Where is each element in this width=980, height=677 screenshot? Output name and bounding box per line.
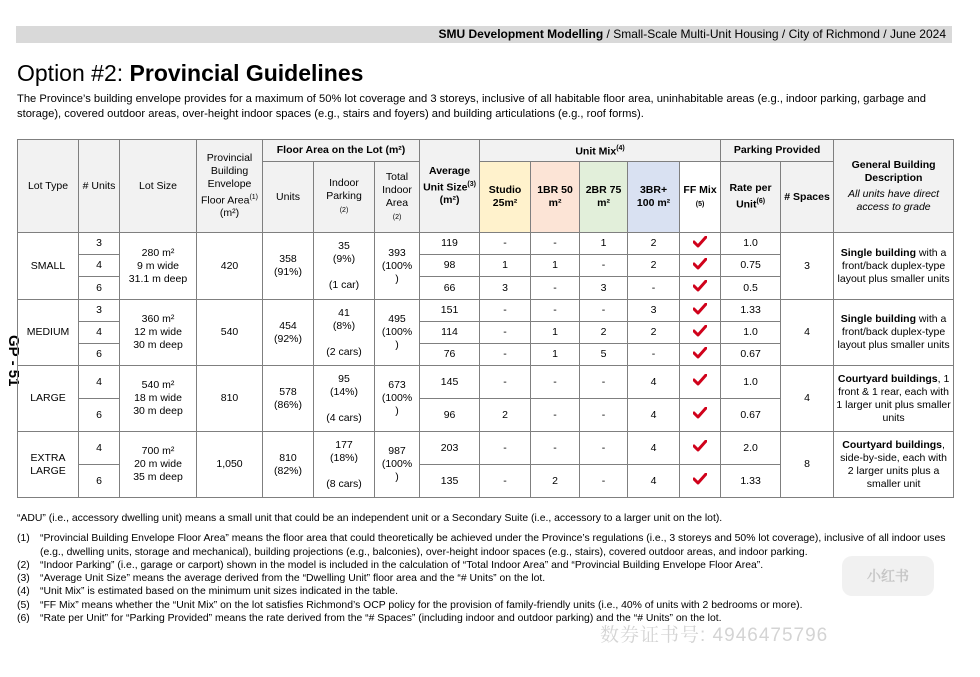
units-count: 4 [79,432,120,465]
envelope-area: 420 [197,233,263,300]
table-body [18,233,954,498]
footnote-text: “Indoor Parking” (i.e., garage or carport) shown in the model is included in the calculation of “Total Indoor Area” and “Provincial Building Envelope Floor Area”. [40,559,764,571]
avg-unit-size: 151 [420,300,480,322]
fa-total-close: ) [395,272,399,285]
mix-2br: - [580,366,628,399]
header-envelope-label: Provincial Building Envelope Floor Area [200,151,253,207]
lot-area: 280 m² [141,246,175,259]
units-count: 4 [79,255,120,277]
table-row [18,432,954,465]
check-icon [693,473,707,485]
ff-mix [680,300,721,322]
header-fa-units: Units [263,162,314,233]
header-avg-size-sup: (3) [467,180,476,188]
envelope-area: 1,050 [197,432,263,498]
footnote-text: “Rate per Unit” for “Parking Provided” means the rate derived from the “# Spaces” (including indoor and outdoor parking) and the “# Units” on the lot. [40,613,722,625]
mix-1br: - [531,366,580,399]
rate-per-unit: 0.67 [721,344,781,366]
header-avg-size [420,140,480,233]
building-description [834,300,954,366]
header-spaces: # Spaces [781,162,834,233]
footnote-number: (5) [17,599,30,611]
mix-1br: - [531,300,580,322]
mix-studio: 2 [480,399,531,432]
mix-1br: - [531,432,580,465]
building-description [834,366,954,432]
mix-2br: - [580,399,628,432]
units-count: 6 [79,465,120,498]
lot-type: MEDIUM [18,300,79,366]
header-units: # Units [79,140,120,233]
mix-3br: 4 [628,432,680,465]
header-rate [721,162,781,233]
fa-parking [314,300,375,366]
header-avg-size-label: Average Unit Size [423,164,471,194]
header-ff-label: FF Mix [683,183,717,196]
table-row [18,366,954,399]
footnote-number: (1) [17,533,30,545]
mix-2br: 3 [580,277,628,300]
check-icon [693,347,707,359]
rate-per-unit: 0.67 [721,399,781,432]
header-envelope [197,140,263,233]
fa-total-value: 495 [388,313,406,325]
mix-1br: 1 [531,322,580,344]
header-3br: 3BR+ 100 m² [628,162,680,233]
building-description [834,233,954,300]
units-count: 6 [79,344,120,366]
mix-1br: 2 [531,465,580,498]
mix-studio: - [480,233,531,255]
fa-units-pct: (92%) [273,332,302,345]
rate-per-unit: 0.5 [721,277,781,300]
fa-total-pct: (100% [381,259,413,272]
lot-area: 360 m² [141,313,175,325]
watermark-text: 数券证书号: 4946475796 [600,625,829,646]
mix-3br: - [628,344,680,366]
footnote-number: (6) [17,613,30,625]
header-fa-total [375,162,420,233]
mix-studio: 3 [480,277,531,300]
header-fa-parking [314,162,375,233]
header-bold: SMU Development Modelling [438,27,604,41]
fa-total-pct: (100% [381,392,413,404]
mix-3br: 2 [628,255,680,277]
intro-paragraph: The Province’s building envelope provides for a maximum of 50% lot coverage and 3 storeys, inclusive of all habitable floor area, uninhabitable areas (e.g., indoor parking, garbage and storage), covered outdoor areas, over-height indoor spaces (e.g., stairs and foyers) and building articulations (e.g., roof forms). [17,93,927,120]
mix-studio: - [480,366,531,399]
mix-studio: - [480,465,531,498]
lot-type: EXTRA LARGE [18,432,79,498]
table-row [18,233,954,255]
description-bold: Single building [840,313,917,325]
fa-units-pct: (82%) [273,464,302,477]
header-floor-area-group: Floor Area on the Lot (m²) [263,140,420,162]
avg-unit-size: 114 [420,322,480,344]
fa-units [263,233,314,300]
mix-3br: 3 [628,300,680,322]
description-rest: , side-by-side, each with 2 larger units plus a smaller unit [840,438,947,490]
fa-total-close: ) [395,471,399,483]
lot-deep: 35 m deep [133,471,183,483]
lot-size [120,233,197,300]
fa-units-pct: (91%) [273,266,302,278]
side-page-label: GP - 51 [5,335,22,387]
mix-3br: 4 [628,399,680,432]
fa-parking [314,432,375,498]
fa-total [375,233,420,300]
lot-type: SMALL [18,233,79,300]
mix-1br: 1 [531,344,580,366]
footnote-number: (2) [17,559,30,571]
ff-mix [680,344,721,366]
rate-per-unit: 1.0 [721,233,781,255]
fa-parking [314,233,375,300]
mix-2br: - [580,300,628,322]
lot-area: 540 m² [141,379,175,391]
description-rest: with a front/back duplex-type layout plus smaller units [837,246,950,285]
ff-mix [680,432,721,465]
fa-parking-value: 95 [338,372,350,385]
description-bold: Single building [840,246,917,259]
rate-per-unit: 2.0 [721,432,781,465]
mix-3br: 4 [628,465,680,498]
header-envelope-sup: (1) [249,193,258,201]
fa-total-close: ) [395,405,399,417]
header-fa-parking-label: Indoor Parking [326,177,362,202]
header-envelope-unit: (m²) [219,207,240,220]
header-rate-sup: (6) [756,198,766,206]
footnote-item [17,532,957,559]
rate-per-unit: 1.33 [721,465,781,498]
check-icon [693,374,707,386]
lot-size [120,432,197,498]
ff-mix [680,465,721,498]
check-icon [693,325,707,337]
footnote-number: (4) [17,586,30,598]
header-2br: 2BR 75 m² [580,162,628,233]
mix-3br: 2 [628,233,680,255]
lot-wide: 18 m wide [134,392,182,404]
avg-unit-size: 98 [420,255,480,277]
avg-unit-size: 135 [420,465,480,498]
footnote-item [17,559,957,572]
fa-total [375,366,420,432]
header-fa-total-label: Total Indoor Area [382,170,412,209]
check-icon [693,258,707,270]
avg-unit-size: 76 [420,344,480,366]
mix-1br: - [531,277,580,300]
lot-wide: 20 m wide [134,458,182,470]
footnote-item [17,599,957,612]
lot-wide: 9 m wide [136,259,179,272]
fa-units [263,300,314,366]
fa-units-value: 358 [279,253,297,265]
fa-parking-value: 177 [335,438,353,451]
fa-total-pct: (100% [381,458,413,470]
header-ff-mix [680,162,721,233]
units-count: 4 [79,366,120,399]
mix-studio: 1 [480,255,531,277]
fa-parking-pct: (9%) [332,253,356,265]
fa-parking-cars: (1 car) [328,279,360,291]
fa-parking-cars: (8 cars) [326,477,362,490]
mix-studio: - [480,344,531,366]
units-count: 6 [79,399,120,432]
mix-studio: - [480,300,531,322]
header-lot-size: Lot Size [120,140,197,233]
description-bold: Courtyard buildings [842,438,942,451]
rate-per-unit: 1.0 [721,322,781,344]
check-icon [693,440,707,452]
lot-wide: 12 m wide [134,326,182,338]
footnote-text: “Unit Mix” is estimated based on the minimum unit sizes indicated in the table. [40,586,399,598]
parking-spaces: 3 [781,233,834,300]
lot-deep: 30 m deep [133,405,183,417]
lot-deep: 30 m deep [133,339,183,351]
envelope-area: 540 [197,300,263,366]
lot-deep: 31.1 m deep [128,272,188,285]
units-count: 3 [79,300,120,322]
fa-units-value: 578 [279,385,297,398]
page-title [17,60,363,87]
header-parking-group: Parking Provided [721,140,834,162]
table-row [18,300,954,322]
mix-2br: 2 [580,322,628,344]
header-1br: 1BR 50 m² [531,162,580,233]
fa-units [263,366,314,432]
mix-3br: - [628,277,680,300]
header-fa-parking-sup: (2) [339,207,349,214]
fa-units-value: 454 [279,319,297,332]
footnote-item [17,585,957,598]
ff-mix [680,233,721,255]
fa-parking-pct: (8%) [332,319,356,332]
avg-unit-size: 66 [420,277,480,300]
avg-unit-size: 203 [420,432,480,465]
header-unit-mix-sup: (4) [616,145,625,153]
avg-unit-size: 145 [420,366,480,399]
header-general [834,140,954,233]
avg-unit-size: 96 [420,399,480,432]
units-count: 3 [79,233,120,255]
footnote-text: “FF Mix” means whether the “Unit Mix” on the lot satisfies Richmond’s OCP policy for the provision of family-friendly units (i.e., 40% of units with 2 bedrooms or more). [40,599,803,611]
parking-spaces: 4 [781,366,834,432]
building-description [834,432,954,498]
header-fa-total-sup: (2) [392,213,402,221]
mix-2br: - [580,465,628,498]
fa-total [375,300,420,366]
title-bold: Provincial Guidelines [129,60,364,86]
fa-total-close: ) [395,339,399,351]
rate-per-unit: 0.75 [721,255,781,277]
fa-parking-pct: (14%) [329,385,358,398]
mix-1br: - [531,399,580,432]
header-studio: Studio 25m² [480,162,531,233]
fa-parking-value: 35 [338,240,350,252]
header-unit-mix-label: Unit Mix [575,145,617,158]
description-rest: , 1 front & 1 rear, each with 1 larger unit plus smaller units [836,372,951,424]
check-icon [693,236,707,248]
fa-total-pct: (100% [381,326,413,338]
check-icon [693,280,707,292]
mix-2br: 1 [580,233,628,255]
footnote-item [17,572,957,585]
ff-mix [680,255,721,277]
units-count: 4 [79,322,120,344]
ff-mix [680,366,721,399]
fa-parking-value: 41 [338,306,350,319]
header-rest: / Small-Scale Multi-Unit Housing / City of Richmond / June 2024 [603,27,946,41]
fa-units-value: 810 [279,451,297,464]
envelope-area: 810 [197,366,263,432]
check-icon [693,303,707,315]
watermark-logo: 小红书 [842,556,934,596]
ff-mix [680,277,721,300]
footnote-text: “Average Unit Size” means the average derived from the “Dwelling Unit” floor area and the “# Units” on the lot. [40,573,546,585]
fa-total-value: 673 [388,379,406,391]
units-count: 6 [79,277,120,300]
rate-per-unit: 1.0 [721,366,781,399]
parking-spaces: 4 [781,300,834,366]
fa-units-pct: (86%) [273,398,302,411]
fa-total [375,432,420,498]
adu-note: “ADU” (i.e., accessory dwelling unit) means a small unit that could be an independent unit or a Secondary Suite (i.e., accessory to a larger unit on the lot). [17,513,723,524]
header-ff-sup: (5) [695,200,705,208]
document-header [16,26,952,43]
description-rest: with a front/back duplex-type layout plus smaller units [837,313,950,351]
fa-parking [314,366,375,432]
check-icon [693,407,707,419]
header-avg-size-unit: (m²) [439,194,460,207]
header-general-label: General Building Description [851,158,936,184]
rate-per-unit: 1.33 [721,300,781,322]
mix-3br: 2 [628,322,680,344]
fa-parking-cars: (4 cars) [326,411,362,424]
title-prefix: Option #2: [17,60,130,86]
lot-size [120,300,197,366]
mix-1br: - [531,233,580,255]
mix-2br: 5 [580,344,628,366]
mix-2br: - [580,432,628,465]
footnote-text: “Provincial Building Envelope Floor Area” means the floor area that could theoretically be achieved under the Province’s regulations (i.e., 3 storeys and 50% lot coverage), inclusive of all indoor uses (e.g., dwelling units, storage and mechanical), building projections (e.g., balconies), over-height indoor spaces (e.g., stairs), covered outdoor areas, and indoor parking. [40,533,946,558]
lot-area: 700 m² [141,445,175,457]
description-bold: Courtyard buildings [837,372,938,385]
fa-parking-cars: (2 cars) [326,345,362,358]
footnotes [17,512,957,625]
avg-unit-size: 119 [420,233,480,255]
header-rate-label: Rate per Unit [729,182,772,211]
fa-parking-pct: (18%) [329,451,358,464]
parking-spaces: 8 [781,432,834,498]
header-general-note: All units have direct access to grade [848,187,940,213]
fa-total-value: 987 [388,445,406,457]
mix-studio: - [480,322,531,344]
lot-type: LARGE [18,366,79,432]
footnote-number: (3) [17,573,30,585]
mix-2br: - [580,255,628,277]
mix-3br: 4 [628,366,680,399]
fa-total-value: 393 [388,246,406,259]
mix-1br: 1 [531,255,580,277]
ff-mix [680,322,721,344]
lot-size [120,366,197,432]
guidelines-table [17,139,954,498]
header-unit-mix-group [480,140,721,162]
fa-units [263,432,314,498]
header-lot-type: Lot Type [18,140,79,233]
footnote-list [17,532,957,625]
ff-mix [680,399,721,432]
mix-studio: - [480,432,531,465]
